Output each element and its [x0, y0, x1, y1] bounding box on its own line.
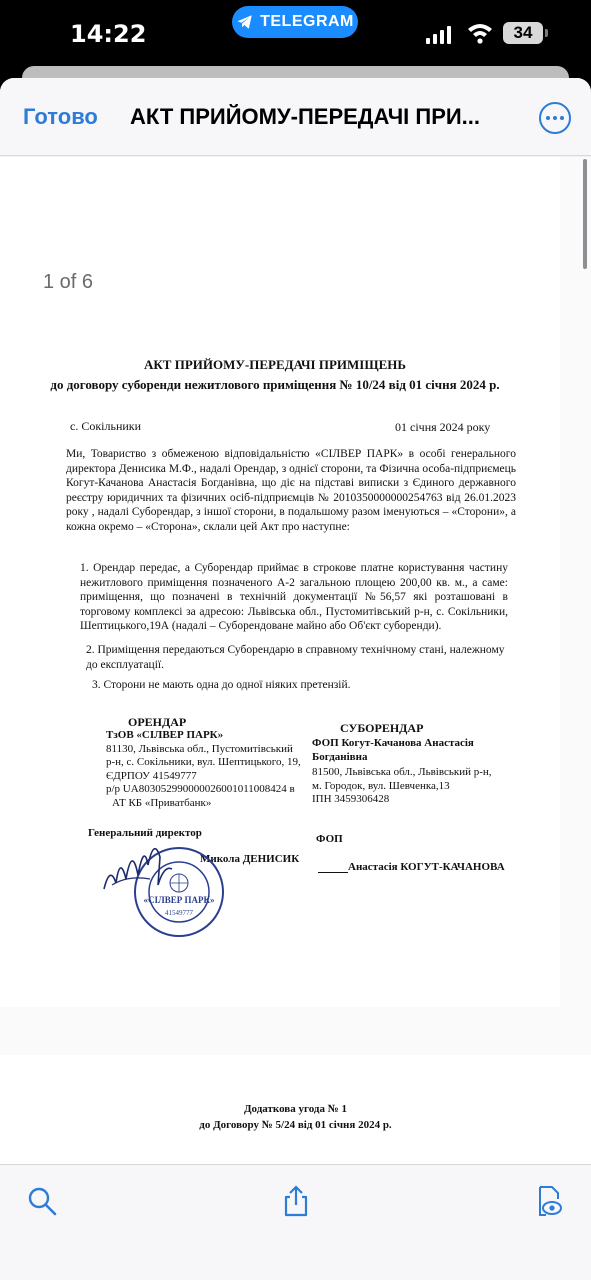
battery-tip	[545, 29, 548, 37]
page-counter: 1 of 6	[43, 271, 94, 293]
pdf-page-2	[0, 1055, 591, 1164]
intro-paragraph: Ми, Товариство з обмеженою відповідальністю «СІЛВЕР ПАРК» в особі генерального директора Денисика М.Ф., надалі Орендар, з однієї сторони, та Фізична особа-підприємець Когут-Качанова Анастасія Богданівна, що діє на підставі виписки з Єдиного державного реєстру юридичних та фізичних осіб-підприємців № 2010350000000254763 від 26.01.2023 року , надалі Суборендар, з іншої сторони, в подальшому разом іменуються – «Сторони», а кожна окремо – «Сторона», склали цей Акт про наступне:	[66, 448, 516, 533]
clock: 14:22	[70, 20, 147, 48]
sublessee-signer-line	[318, 861, 505, 873]
place-label: с. Сокільники	[70, 419, 142, 433]
scrollbar[interactable]	[583, 159, 587, 269]
search-icon[interactable]	[26, 1185, 58, 1217]
sublessee-heading: СУБОРЕНДАР	[340, 721, 424, 735]
lessor-details	[106, 729, 306, 810]
share-icon[interactable]	[280, 1185, 312, 1217]
document-viewer-sheet	[0, 78, 591, 1280]
lessor-edrpou: ЄДРПОУ 41549777	[106, 769, 197, 782]
navigation-bar	[0, 78, 591, 156]
status-bar	[0, 0, 591, 66]
more-options-button[interactable]	[539, 102, 571, 134]
lessor-address-2: р-н, с. Сокільники, вул. Шептицького, 19,	[106, 756, 301, 768]
markup-icon[interactable]	[532, 1185, 564, 1217]
done-button[interactable]: Готово	[23, 104, 98, 129]
sublessee-name-2: Богданівна	[312, 750, 368, 763]
telegram-pill-label: TELEGRAM	[260, 13, 354, 30]
page2-subheading: до Договору № 5/24 від 01 січня 2024 р.	[199, 1119, 392, 1131]
act-subtitle: до договору суборенди нежитлового приміщення № 10/24 від 01 січня 2024 р.	[50, 377, 500, 392]
lessor-account: р/р UA803052990000026001011008424 в	[106, 783, 295, 795]
lessor-name: ТзОВ «СІЛВЕР ПАРК»	[106, 729, 224, 741]
act-title: АКТ ПРИЙОМУ-ПЕРЕДАЧІ ПРИМІЩЕНЬ	[143, 357, 406, 372]
wifi-icon	[467, 22, 493, 44]
act-heading	[40, 357, 510, 393]
lessor-address-1: 81130, Львівська обл., Пустомитівський	[106, 742, 293, 755]
sublessee-address-1: 81500, Львівська обл., Львівський р-н,	[312, 766, 492, 778]
clause-1: 1. Орендар передає, а Суборендар приймає в строкове платне користування частину нежитлового приміщення позначеного А-2 загальною площею 200,00 кв. м., а саме: приміщення, що позначені в технічній документації №56,57 які розташовані в торговому комплексі за адресою: Львівська обл., Пустомитівський р-н, с. Сокільники, Шептицького,19А (надалі – Суборендоване майно або Об'єкт суборенди).	[80, 562, 508, 632]
document-title: АКТ ПРИЙОМУ-ПЕРЕДАЧІ ПРИ...	[130, 104, 481, 129]
telegram-icon	[236, 13, 254, 31]
bottom-toolbar	[0, 1164, 591, 1280]
pdf-viewer[interactable]	[0, 157, 591, 1164]
lessor-bank: АТ КБ «Приватбанк»	[112, 796, 212, 809]
ellipsis-icon	[546, 116, 550, 120]
sublessee-details	[312, 737, 522, 807]
lessor-position: Генеральний директор	[88, 827, 202, 839]
stamp-code: 41549777	[165, 909, 193, 917]
clause-3: 3. Сторони не мають одна до одної ніяких претензій.	[92, 679, 351, 691]
battery-indicator: 34	[503, 22, 543, 44]
sublessee-ipn: ІПН 3459306428	[312, 793, 390, 805]
stamp-name: «СІЛВЕР ПАРК»	[143, 895, 215, 905]
pdf-page-1	[0, 157, 560, 1007]
sublessee-position: ФОП	[316, 833, 343, 845]
handwritten-signature	[98, 835, 178, 895]
cellular-signal-icon	[426, 26, 451, 44]
date-label: 01 січня 2024 року	[395, 420, 491, 434]
page2-heading: Додаткова угода № 1	[243, 1103, 348, 1115]
sublessee-address-2: м. Городок, вул. Шевченка,13	[312, 779, 450, 792]
sublessee-signer: Анастасія КОГУТ-КАЧАНОВА	[348, 861, 505, 873]
lessor-signer: Микола ДЕНИСИК	[200, 853, 300, 865]
sublessee-name-1: ФОП Когут-Качанова Анастасія	[312, 737, 474, 749]
telegram-return-pill[interactable]	[232, 6, 358, 38]
clause-2: 2. Приміщення передаються Суборендарю в справному технічному стані, належному до експлуатації.	[86, 644, 505, 671]
lessor-heading: ОРЕНДАР	[128, 715, 187, 729]
